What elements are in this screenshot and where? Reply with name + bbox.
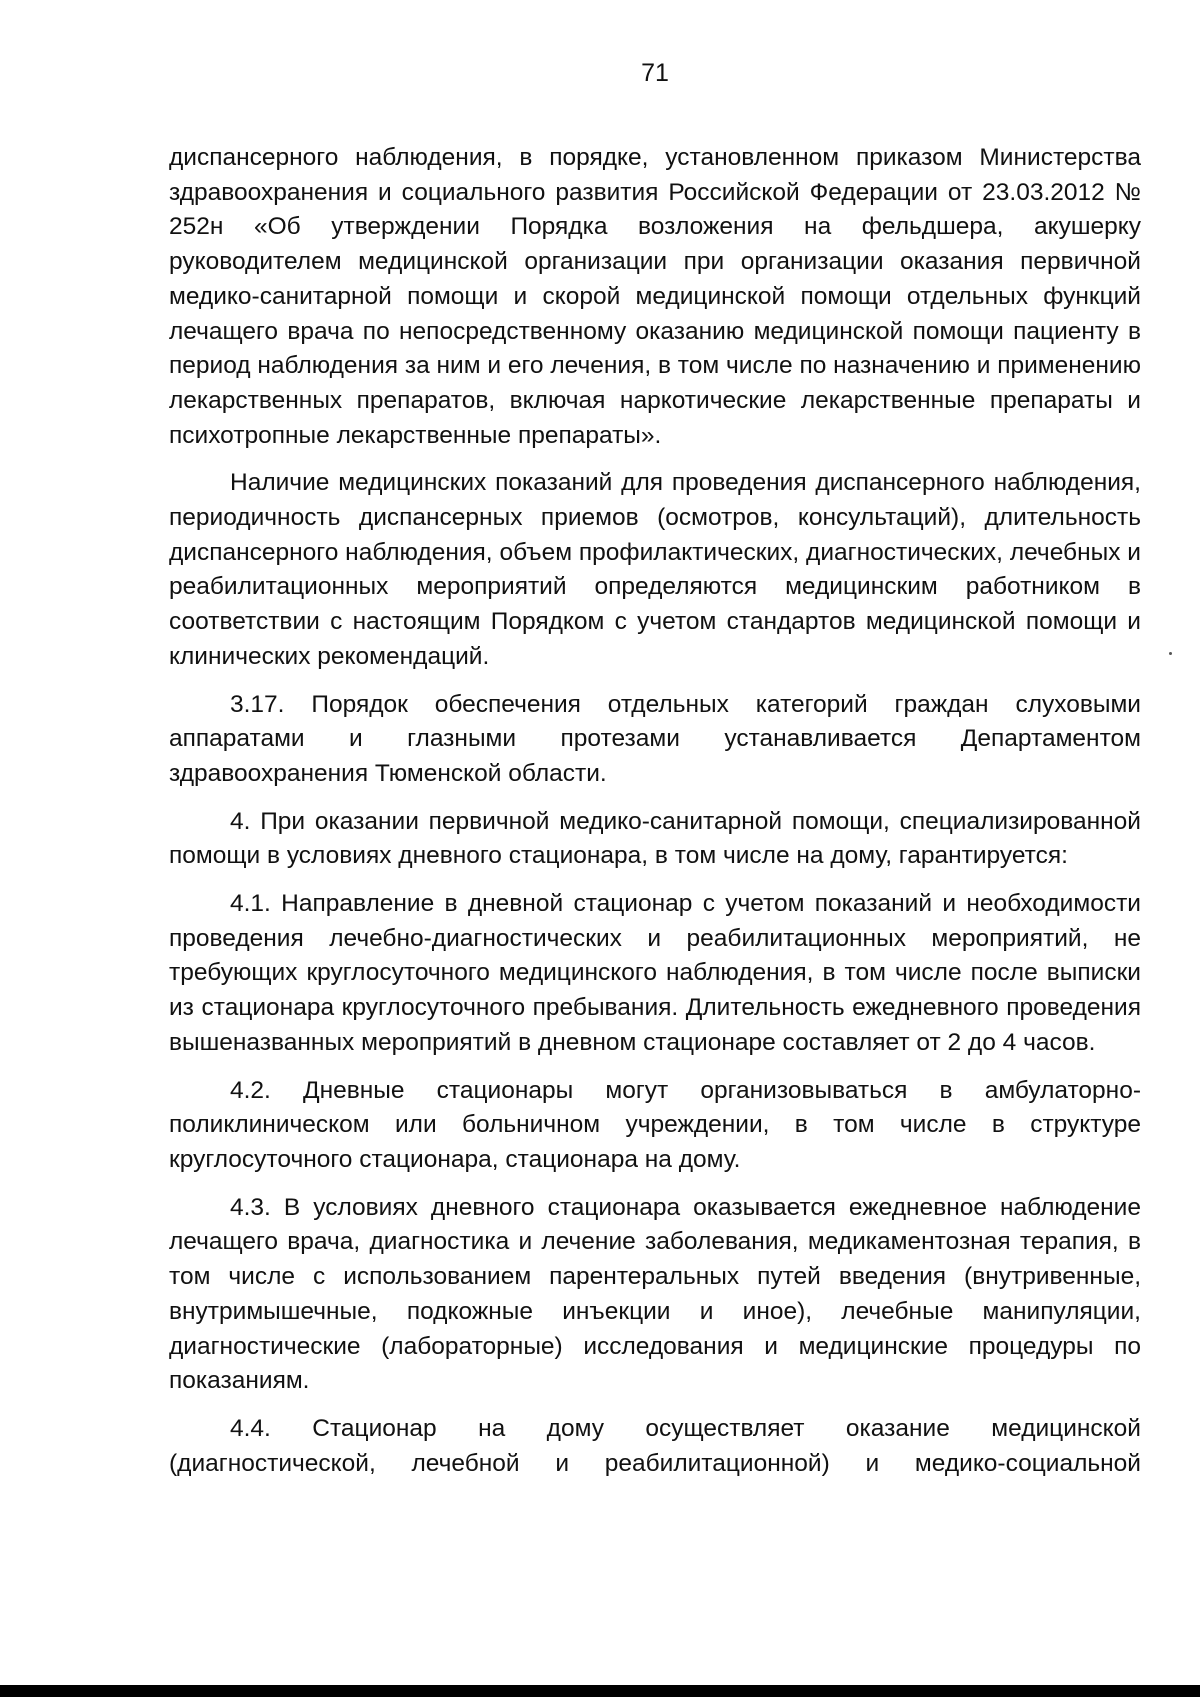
scan-bottom-border	[0, 1685, 1200, 1697]
scan-speck	[1169, 652, 1172, 655]
paragraph-medical-indications: Наличие медицинских показаний для проведения диспансерного наблюдения, периодичность диспансерных приемов (осмотров, консультаций), длительность диспансерного наблюдения, объем профилактических, диагностических, лечебных и реабилитационных мероприятий определяются медицинским работником в соответствии с настоящим Порядком с учетом стандартов медицинской помощи и клинических рекомендаций.	[169, 469, 1141, 670]
document-body	[169, 141, 1141, 1481]
paragraph-continuation: диспансерного наблюдения, в порядке, установленном приказом Министерства здравоохранения и социального развития Российской Федерации от 23.03.2012 № 252н «Об утверждении Порядка возложения на фельдшера, акушерку руководителем медицинской организации при организации оказания первичной медико-санитарной помощи и скорой медицинской помощи отдельных функций лечащего врача по непосредственному оказанию медицинской помощи пациенту в период наблюдения за ним и его лечения, в том числе по назначению и применению лекарственных препаратов, включая наркотические лекарственные препараты и психотропные лекарственные препараты».	[169, 144, 1141, 449]
paragraph-3-17: 3.17. Порядок обеспечения отдельных категорий граждан слуховыми аппаратами и глазными протезами устанавливается Департаментом здравоохранения Тюменской области.	[169, 690, 1141, 787]
page-number: 71	[641, 59, 669, 87]
paragraph-4-2: 4.2. Дневные стационары могут организовываться в амбулаторно-поликлиническом или больничном учреждении, в том числе в структуре круглосуточного стационара, стационара на дому.	[169, 1076, 1141, 1173]
paragraph-4-1: 4.1. Направление в дневной стационар с учетом показаний и необходимости проведения лечебно-диагностических и реабилитационных мероприятий, не требующих круглосуточного медицинского наблюдения, в том числе после выписки из стационара круглосуточного пребывания. Длительность ежедневного проведения вышеназванных мероприятий в дневном стационаре составляет от 2 до 4 часов.	[169, 890, 1141, 1056]
paragraph-4-4: 4.4. Стационар на дому осуществляет оказание медицинской (диагностической, лечебной и реабилитационной) и медико-социальной	[169, 1414, 1141, 1477]
paragraph-4: 4. При оказании первичной медико-санитарной помощи, специализированной помощи в условиях дневного стационара, в том числе на дому, гарантируется:	[169, 807, 1141, 870]
paragraph-4-3: 4.3. В условиях дневного стационара оказывается ежедневное наблюдение лечащего врача, диагностика и лечение заболевания, медикаментозная терапия, в том числе с использованием парентеральных путей введения (внутривенные, внутримышечные, подкожные инъекции и иное), лечебные манипуляции, диагностические (лабораторные) исследования и медицинские процедуры по показаниям.	[169, 1193, 1141, 1395]
